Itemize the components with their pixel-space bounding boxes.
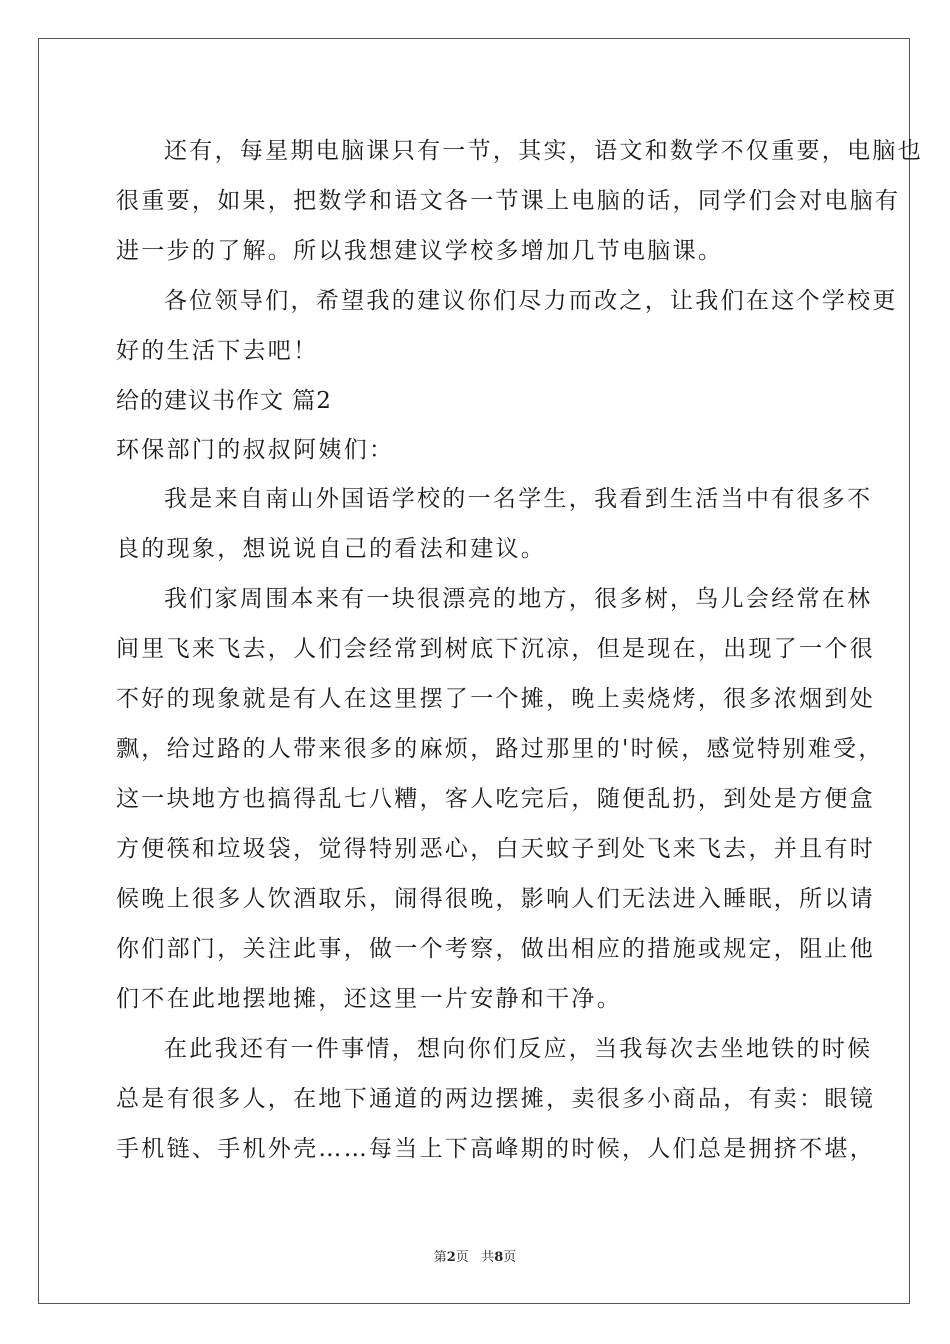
- paragraph-4-line-2: 间里飞来飞去，人们会经常到树底下沉凉，但是现在，出现了一个很: [116, 636, 875, 662]
- paragraph-1-line-1: 还有，每星期电脑课只有一节，其实，语文和数学不仅重要，电脑也: [164, 138, 923, 164]
- paragraph-4-line-1: 我们家周围本来有一块很漂亮的地方，很多树，鸟儿会经常在林: [164, 586, 873, 612]
- salutation: 环保部门的叔叔阿姨们：: [116, 437, 395, 463]
- page-total-prefix: 共: [481, 1250, 495, 1265]
- paragraph-1-line-3: 进一步的了解。所以我想建议学校多增加几节电脑课。: [116, 238, 724, 264]
- page-number-suffix: 页: [455, 1250, 469, 1265]
- page-border: [38, 38, 910, 1304]
- paragraph-4-line-6: 方便筷和垃圾袋，觉得特别恶心，白天蚊子到处飞来飞去，并且有时: [116, 836, 875, 862]
- paragraph-3-line-2: 良的现象，想说说自己的看法和建议。: [116, 536, 547, 562]
- paragraph-4-line-7: 候晚上很多人饮酒取乐，闹得很晚，影响人们无法进入睡眠，所以请: [116, 886, 875, 912]
- section-heading: 给的建议书作文 篇2: [116, 388, 332, 414]
- page-footer: [0, 1250, 950, 1266]
- page-number-current: 2: [446, 1250, 456, 1265]
- paragraph-5-line-1: 在此我还有一件事情，想向你们反应，当我每次去坐地铁的时候: [164, 1036, 873, 1062]
- paragraph-4-line-8: 你们部门，关注此事，做一个考察，做出相应的措施或规定，阻止他: [116, 936, 875, 962]
- paragraph-4-line-9: 们不在此地摆地摊，还这里一片安静和干净。: [116, 986, 622, 1012]
- paragraph-5-line-2: 总是有很多人，在地下通道的两边摆摊，卖很多小商品，有卖：眼镜: [116, 1086, 875, 1112]
- paragraph-4-line-5: 这一块地方也搞得乱七八糟，客人吃完后，随便乱扔，到处是方便盒: [116, 786, 875, 812]
- paragraph-4-line-4: 飘，给过路的人带来很多的麻烦，路过那里的'时候，感觉特别难受，: [116, 736, 884, 762]
- paragraph-5-line-3: 手机链、手机外壳……每当上下高峰期的时候，人们总是拥挤不堪，: [116, 1136, 875, 1162]
- paragraph-4-line-3: 不好的现象就是有人在这里摆了一个摊，晚上卖烧烤，很多浓烟到处: [116, 686, 875, 712]
- paragraph-2-line-1: 各位领导们，希望我的建议你们尽力而改之，让我们在这个学校更: [164, 288, 898, 314]
- page-number-prefix: 第: [433, 1250, 447, 1265]
- page-total: 8: [494, 1250, 504, 1265]
- paragraph-2-line-2: 好的生活下去吧！: [116, 338, 319, 364]
- paragraph-3-line-1: 我是来自南山外国语学校的一名学生，我看到生活当中有很多不: [164, 486, 873, 512]
- page-total-suffix: 页: [503, 1250, 517, 1265]
- paragraph-1-line-2: 很重要，如果，把数学和语文各一节课上电脑的话，同学们会对电脑有: [116, 188, 901, 214]
